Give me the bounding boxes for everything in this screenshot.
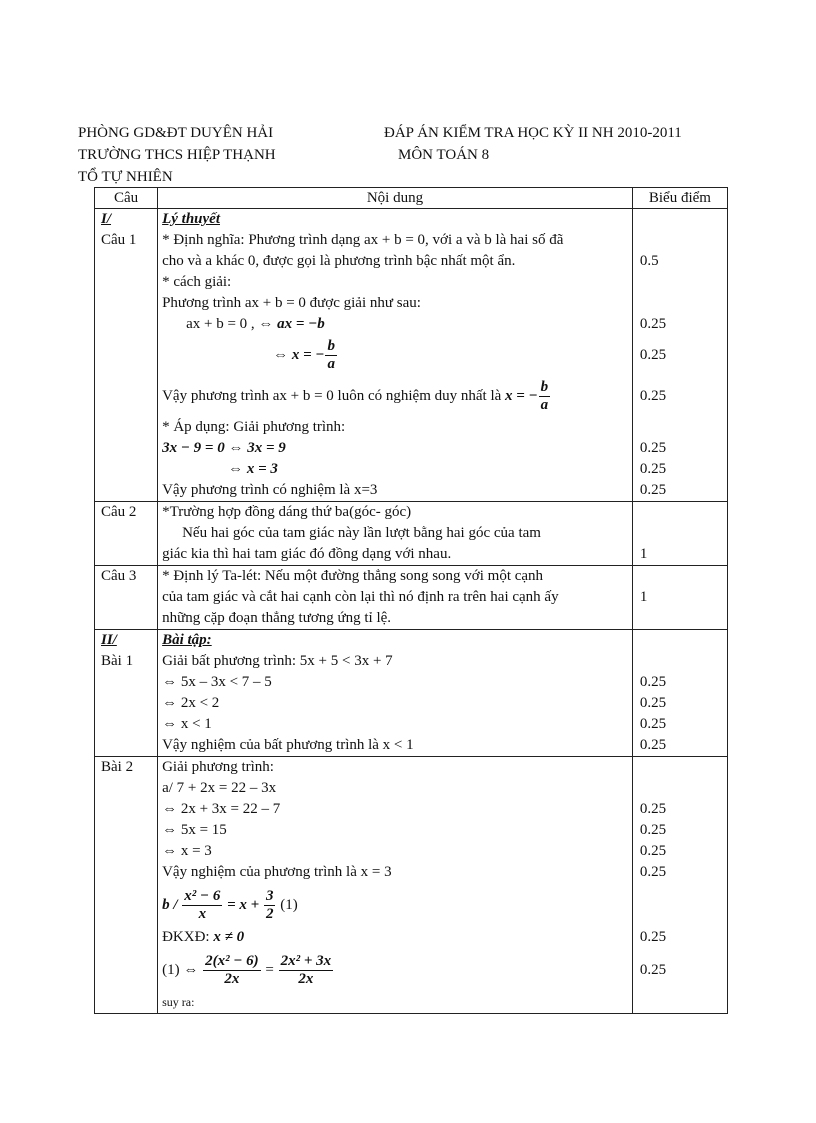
score-value: 0.25 bbox=[639, 962, 667, 978]
score-value: 0.25 bbox=[639, 461, 667, 477]
table-header-row bbox=[95, 188, 728, 209]
content-line: ⇔ 5x = 15 bbox=[162, 822, 227, 838]
content-line: ⇔ 5x – 3x < 7 – 5 bbox=[162, 674, 272, 690]
content-line: ⇔ x = 3 bbox=[228, 461, 278, 477]
score-value: 0.5 bbox=[639, 253, 659, 269]
header-right bbox=[384, 122, 682, 166]
content-line: * cách giải: bbox=[162, 274, 232, 290]
table-row bbox=[95, 566, 728, 630]
score-value: 0.25 bbox=[639, 716, 667, 732]
denominator: a bbox=[540, 397, 549, 414]
col-header-content: Nội dung bbox=[158, 188, 633, 209]
score-value: 1 bbox=[639, 589, 648, 605]
equation-text: (1) ⇔ bbox=[162, 962, 199, 978]
content-line: Phương trình ax + b = 0 được giải như sau: bbox=[162, 295, 421, 311]
score-value: 0.25 bbox=[639, 843, 667, 859]
exam-title: ĐÁP ÁN KIỂM TRA HỌC KỲ II NH 2010-2011 bbox=[384, 125, 682, 141]
denominator: 2x bbox=[224, 971, 240, 988]
content-line: a/ 7 + 2x = 22 – 3x bbox=[162, 780, 277, 796]
content-line: ⇔ 2x + 3x = 22 – 7 bbox=[162, 801, 281, 817]
content-cell bbox=[158, 566, 633, 630]
answer-table bbox=[94, 187, 728, 1014]
numerator: b bbox=[540, 379, 549, 396]
fraction bbox=[264, 888, 276, 923]
numerator: x² − 6 bbox=[184, 888, 221, 905]
content-cell bbox=[158, 209, 633, 502]
content-line: Vậy nghiệm của bất phương trình là x < 1 bbox=[162, 737, 414, 753]
score-cell bbox=[632, 502, 727, 566]
content-line: ⇔ x < 1 bbox=[162, 716, 212, 732]
content-line bbox=[158, 927, 632, 948]
denominator: a bbox=[327, 356, 335, 373]
content-line: ⇔ 2x < 2 bbox=[162, 695, 220, 711]
content-line: * Áp dụng: Giải phương trình: bbox=[162, 419, 346, 435]
content-line: Nếu hai góc của tam giác này lần lượt bằng hai góc của tam bbox=[182, 525, 541, 541]
denominator: 2x bbox=[298, 971, 314, 988]
content-line: ⇔ x = 3 bbox=[162, 843, 212, 859]
part-label: I/ bbox=[101, 211, 112, 227]
numerator: 2(x² − 6) bbox=[205, 953, 259, 970]
content-line bbox=[158, 948, 632, 992]
content-line: của tam giác và cắt hai cạnh còn lại thì nó định ra trên hai cạnh ấy bbox=[162, 589, 559, 605]
question-cell bbox=[95, 566, 158, 630]
question-label: Bài 2 bbox=[101, 759, 134, 775]
score-value: 0.25 bbox=[639, 347, 667, 363]
question-cell bbox=[95, 757, 158, 1014]
table-row bbox=[95, 209, 728, 502]
score-cell bbox=[632, 566, 727, 630]
score-value: 0.25 bbox=[639, 822, 667, 838]
content-line: giác kia thì hai tam giác đó đồng dạng với nhau. bbox=[162, 546, 452, 562]
content-line: Vậy phương trình có nghiệm là x=3 bbox=[162, 482, 378, 498]
col-header-score: Biểu điểm bbox=[632, 188, 727, 209]
table-row bbox=[95, 757, 728, 1014]
content-line: cho và a khác 0, được gọi là phương trình bậc nhất một ẩn. bbox=[162, 253, 516, 269]
score-value: 0.25 bbox=[639, 316, 667, 332]
content-line: * Định nghĩa: Phương trình dạng ax + b = 0, với a và b là hai số đã bbox=[162, 232, 564, 248]
part-label: II/ bbox=[101, 632, 117, 648]
section-title: Bài tập: bbox=[162, 632, 212, 648]
equation-text: = bbox=[265, 962, 274, 978]
subject-title: MÔN TOÁN 8 bbox=[398, 147, 490, 163]
content-line bbox=[158, 376, 632, 417]
department-name: PHÒNG GD&ĐT DUYÊN HẢI bbox=[78, 125, 274, 141]
question-label: Câu 1 bbox=[101, 232, 137, 248]
equation-math: ⇔ x = − bbox=[273, 347, 325, 363]
denominator: 2 bbox=[265, 906, 274, 923]
score-value: 0.25 bbox=[639, 864, 667, 880]
equation-text: ax + b = 0 , bbox=[186, 316, 259, 332]
numerator: 2x² + 3x bbox=[280, 953, 332, 970]
numerator: b bbox=[327, 338, 335, 355]
fraction bbox=[325, 338, 337, 373]
score-value: 0.25 bbox=[639, 674, 667, 690]
score-value: 0.25 bbox=[639, 440, 667, 456]
score-cell bbox=[632, 630, 727, 757]
score-value: 0.25 bbox=[639, 929, 667, 945]
fraction bbox=[279, 953, 334, 988]
numerator: 3 bbox=[265, 888, 274, 905]
content-cell bbox=[158, 630, 633, 757]
equation-ref: (1) bbox=[280, 897, 298, 913]
fraction bbox=[203, 953, 261, 988]
score-value: 0.25 bbox=[639, 695, 667, 711]
content-line: suy ra: bbox=[162, 995, 195, 1009]
section-title: Lý thuyết bbox=[162, 211, 220, 227]
content-line: * Định lý Ta-lét: Nếu một đường thẳng song song với một cạnh bbox=[162, 568, 544, 584]
equation-math: b / bbox=[162, 897, 178, 913]
content-cell bbox=[158, 757, 633, 1014]
equation-math: ⇔ ax = −b bbox=[258, 316, 325, 332]
score-value: 0.25 bbox=[639, 737, 667, 753]
score-value: 0.25 bbox=[639, 801, 667, 817]
score-value: 0.25 bbox=[639, 388, 667, 404]
content-line: Giải phương trình: bbox=[162, 759, 274, 775]
content-line bbox=[158, 335, 632, 376]
content-line: Vậy nghiệm của phương trình là x = 3 bbox=[162, 864, 392, 880]
content-line: *Trường hợp đồng dáng thứ ba(góc- góc) bbox=[162, 504, 412, 520]
denominator: x bbox=[198, 906, 207, 923]
equation-math: x = − bbox=[505, 388, 538, 404]
question-label: Câu 3 bbox=[101, 568, 137, 584]
question-cell bbox=[95, 630, 158, 757]
content-line: 3x − 9 = 0 ⇔ 3x = 9 bbox=[162, 440, 286, 456]
equation-text: Vậy phương trình ax + b = 0 luôn có nghiệm duy nhất là bbox=[162, 388, 506, 404]
content-line bbox=[158, 314, 632, 335]
fraction bbox=[539, 379, 551, 414]
score-cell bbox=[632, 209, 727, 502]
equation-text: ĐKXĐ: bbox=[162, 929, 214, 945]
table-row bbox=[95, 502, 728, 566]
table-row bbox=[95, 630, 728, 757]
content-line: Giải bất phương trình: 5x + 5 < 3x + 7 bbox=[162, 653, 393, 669]
header-left bbox=[78, 122, 276, 188]
score-value: 1 bbox=[639, 546, 648, 562]
question-cell bbox=[95, 502, 158, 566]
content-line bbox=[158, 883, 632, 927]
content-line: những cặp đoạn thẳng tương ứng tỉ lệ. bbox=[162, 610, 392, 626]
question-label: Câu 2 bbox=[101, 504, 137, 520]
score-cell bbox=[632, 757, 727, 1014]
equation-math: x ≠ 0 bbox=[213, 929, 245, 945]
fraction bbox=[182, 888, 222, 923]
equation-math: = x + bbox=[227, 897, 260, 913]
group-name: TỔ TỰ NHIÊN bbox=[78, 169, 173, 185]
content-cell bbox=[158, 502, 633, 566]
col-header-question: Câu bbox=[95, 188, 158, 209]
question-cell bbox=[95, 209, 158, 502]
score-value: 0.25 bbox=[639, 482, 667, 498]
school-name: TRƯỜNG THCS HIỆP THẠNH bbox=[78, 147, 276, 163]
question-label: Bài 1 bbox=[101, 653, 134, 669]
